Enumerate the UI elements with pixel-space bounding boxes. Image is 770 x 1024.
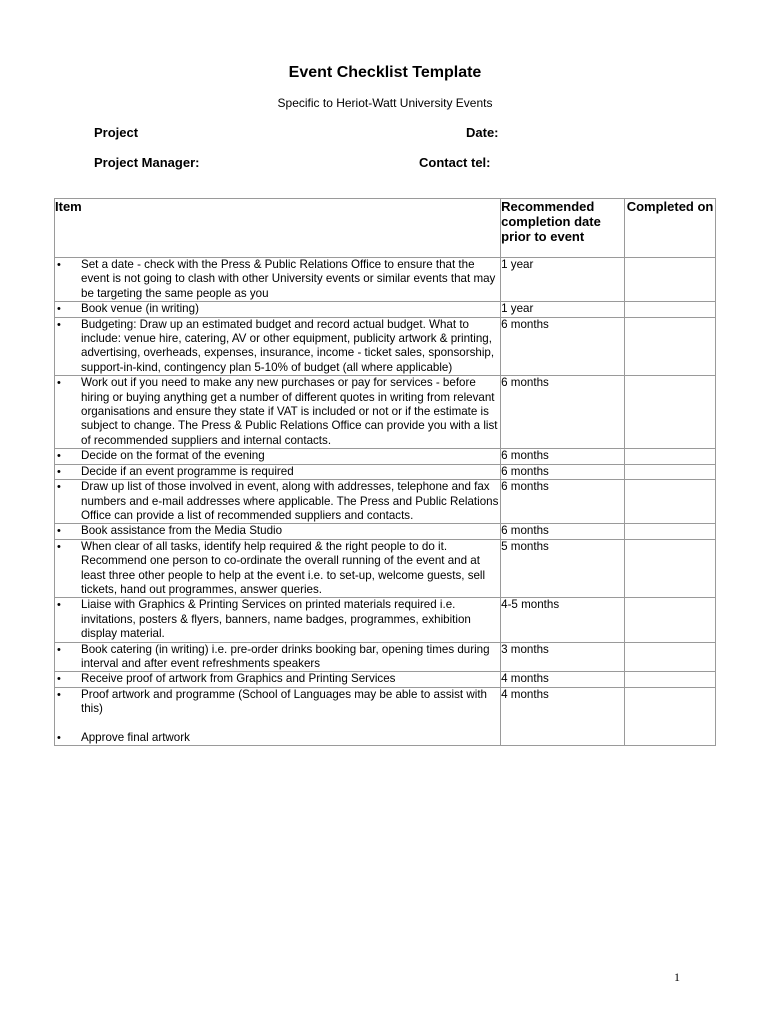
- table-row: [55, 302, 716, 317]
- item-text: Work out if you need to make any new purchases or pay for services - before hiring or buying anything get a number of different quotes in writing from relevant organisations and ensure they state if VAT is included or not or if the estimate is subject to change. The Press & Public Relations Office can provide you with a list of recommended suppliers and internal contacts.: [81, 376, 498, 447]
- column-header-item: Item: [55, 199, 501, 258]
- completed-on-cell[interactable]: [625, 317, 716, 376]
- bullet-icon: •: [57, 377, 61, 390]
- completed-on-cell[interactable]: [625, 449, 716, 464]
- table-row: [55, 449, 716, 464]
- item-cell: [55, 376, 501, 449]
- recommended-date-cell: 1 year: [501, 258, 625, 302]
- checklist-body: [55, 258, 716, 746]
- item-cell: [55, 302, 501, 317]
- bullet-icon: •: [57, 450, 61, 463]
- project-label: Project: [94, 125, 139, 140]
- project-manager-label: Project Manager:: [94, 155, 200, 170]
- completed-on-cell[interactable]: [625, 539, 716, 598]
- completed-on-cell[interactable]: [625, 376, 716, 449]
- item-cell: [55, 672, 501, 687]
- bullet-icon: •: [57, 540, 61, 553]
- document-subtitle: Specific to Heriot-Watt University Events: [277, 96, 493, 110]
- checklist-item: [55, 598, 500, 641]
- recommended-date-cell: 4 months: [501, 672, 625, 687]
- document-title: Event Checklist Template: [288, 64, 482, 81]
- item-text: Set a date - check with the Press & Public Relations Office to ensure that the event is not going to clash with other University events or similar events that may be targeting the same people as you: [81, 258, 496, 300]
- item-cell: [55, 480, 501, 524]
- checklist-table: [54, 198, 716, 746]
- item-text: Book assistance from the Media Studio: [81, 524, 283, 538]
- table-row: [55, 598, 716, 642]
- checklist-item: [55, 258, 500, 301]
- bullet-icon: •: [57, 318, 61, 331]
- table-row: [55, 464, 716, 479]
- item-cell: [55, 687, 501, 745]
- checklist-item: [55, 480, 500, 523]
- item-text: Approve final artwork: [81, 730, 190, 744]
- checklist-item: [55, 449, 500, 463]
- table-row: [55, 524, 716, 539]
- recommended-date-cell: 6 months: [501, 480, 625, 524]
- checklist-item: [55, 318, 500, 376]
- item-cell: [55, 539, 501, 598]
- recommended-date-cell: 6 months: [501, 449, 625, 464]
- item-text: Book venue (in writing): [81, 302, 199, 316]
- checklist-item: [55, 643, 500, 672]
- table-row: [55, 376, 716, 449]
- item-cell: [55, 317, 501, 376]
- checklist-item: [55, 688, 500, 717]
- recommended-date-cell: 1 year: [501, 302, 625, 317]
- column-header-completed: Completed on: [625, 199, 716, 258]
- checklist-item: [55, 302, 500, 316]
- item-text: Draw up list of those involved in event, along with addresses, telephone and fax numbers and e-mail addresses where applicable. The Press and Public Relations Office can provide a list of recommended suppliers and contacts.: [81, 480, 499, 522]
- checklist-item: [55, 672, 500, 686]
- bullet-icon: •: [57, 688, 61, 701]
- item-text: Proof artwork and programme (School of Languages may be able to assist with this): [81, 687, 487, 716]
- column-header-recommended: Recommended completion date prior to event: [501, 199, 625, 258]
- item-text: Receive proof of artwork from Graphics and Printing Services: [81, 672, 396, 686]
- item-text: Decide on the format of the evening: [81, 449, 265, 463]
- item-text: Decide if an event programme is required: [81, 464, 294, 478]
- bullet-icon: •: [57, 525, 61, 538]
- recommended-date-cell: 4-5 months: [501, 598, 625, 642]
- completed-on-cell[interactable]: [625, 464, 716, 479]
- completed-on-cell[interactable]: [625, 302, 716, 317]
- completed-on-cell[interactable]: [625, 687, 716, 745]
- checklist-item: [55, 540, 500, 598]
- checklist-item: [55, 731, 500, 745]
- page-number: 1: [674, 970, 680, 984]
- recommended-date-cell: 6 months: [501, 524, 625, 539]
- completed-on-cell[interactable]: [625, 672, 716, 687]
- bullet-icon: •: [57, 465, 61, 478]
- item-cell: [55, 258, 501, 302]
- completed-on-cell[interactable]: [625, 642, 716, 672]
- recommended-date-cell: 3 months: [501, 642, 625, 672]
- bullet-icon: •: [57, 259, 61, 271]
- bullet-icon: •: [57, 673, 61, 686]
- table-row: [55, 258, 716, 302]
- table-row: [55, 480, 716, 524]
- checklist-item: [55, 465, 500, 479]
- checklist-item: [55, 376, 500, 448]
- item-cell: [55, 524, 501, 539]
- bullet-icon: •: [57, 731, 61, 744]
- completed-on-cell[interactable]: [625, 598, 716, 642]
- recommended-date-cell: 6 months: [501, 464, 625, 479]
- completed-on-cell[interactable]: [625, 480, 716, 524]
- item-cell: [55, 449, 501, 464]
- completed-on-cell[interactable]: [625, 524, 716, 539]
- recommended-date-cell: 5 months: [501, 539, 625, 598]
- recommended-date-cell: 6 months: [501, 317, 625, 376]
- item-text: Liaise with Graphics & Printing Services on printed materials required i.e. invitations, posters & flyers, banners, name badges, programmes, exhibition display material.: [81, 598, 471, 641]
- item-text: Book catering (in writing) i.e. pre-order drinks booking bar, opening times during interval and after event refreshments speakers: [81, 642, 490, 670]
- table-row: [55, 687, 716, 745]
- table-row: [55, 539, 716, 598]
- item-cell: [55, 642, 501, 672]
- item-cell: [55, 598, 501, 642]
- item-text: When clear of all tasks, identify help required & the right people to do it. Recommend one person to co-ordinate the overall running of the event and at least three other people to help at the event i.e. to set-up, welcome guests, sell tickets, hand out programmes, answer queries.: [81, 539, 486, 596]
- bullet-icon: •: [57, 303, 61, 316]
- date-label: Date:: [466, 125, 499, 140]
- checklist-item: [55, 524, 500, 538]
- table-row: [55, 642, 716, 672]
- table-header-row: [55, 199, 716, 258]
- table-row: [55, 672, 716, 687]
- bullet-icon: •: [57, 643, 61, 656]
- table-row: [55, 317, 716, 376]
- contact-tel-label: Contact tel:: [419, 155, 491, 170]
- recommended-date-cell: 6 months: [501, 376, 625, 449]
- item-cell: [55, 464, 501, 479]
- bullet-icon: •: [57, 599, 61, 612]
- completed-on-cell[interactable]: [625, 258, 716, 302]
- item-text: Budgeting: Draw up an estimated budget and record actual budget. What to include: venue hire, catering, AV or other equipment, publicity artwork & printing, advertising, overheads, expenses, insurance, income - ticket sales, sponsorship, support-in-kind, contingency plan 5-10% of budget (all where applicable): [81, 317, 495, 374]
- bullet-icon: •: [57, 481, 61, 494]
- recommended-date-cell: 4 months: [501, 687, 625, 745]
